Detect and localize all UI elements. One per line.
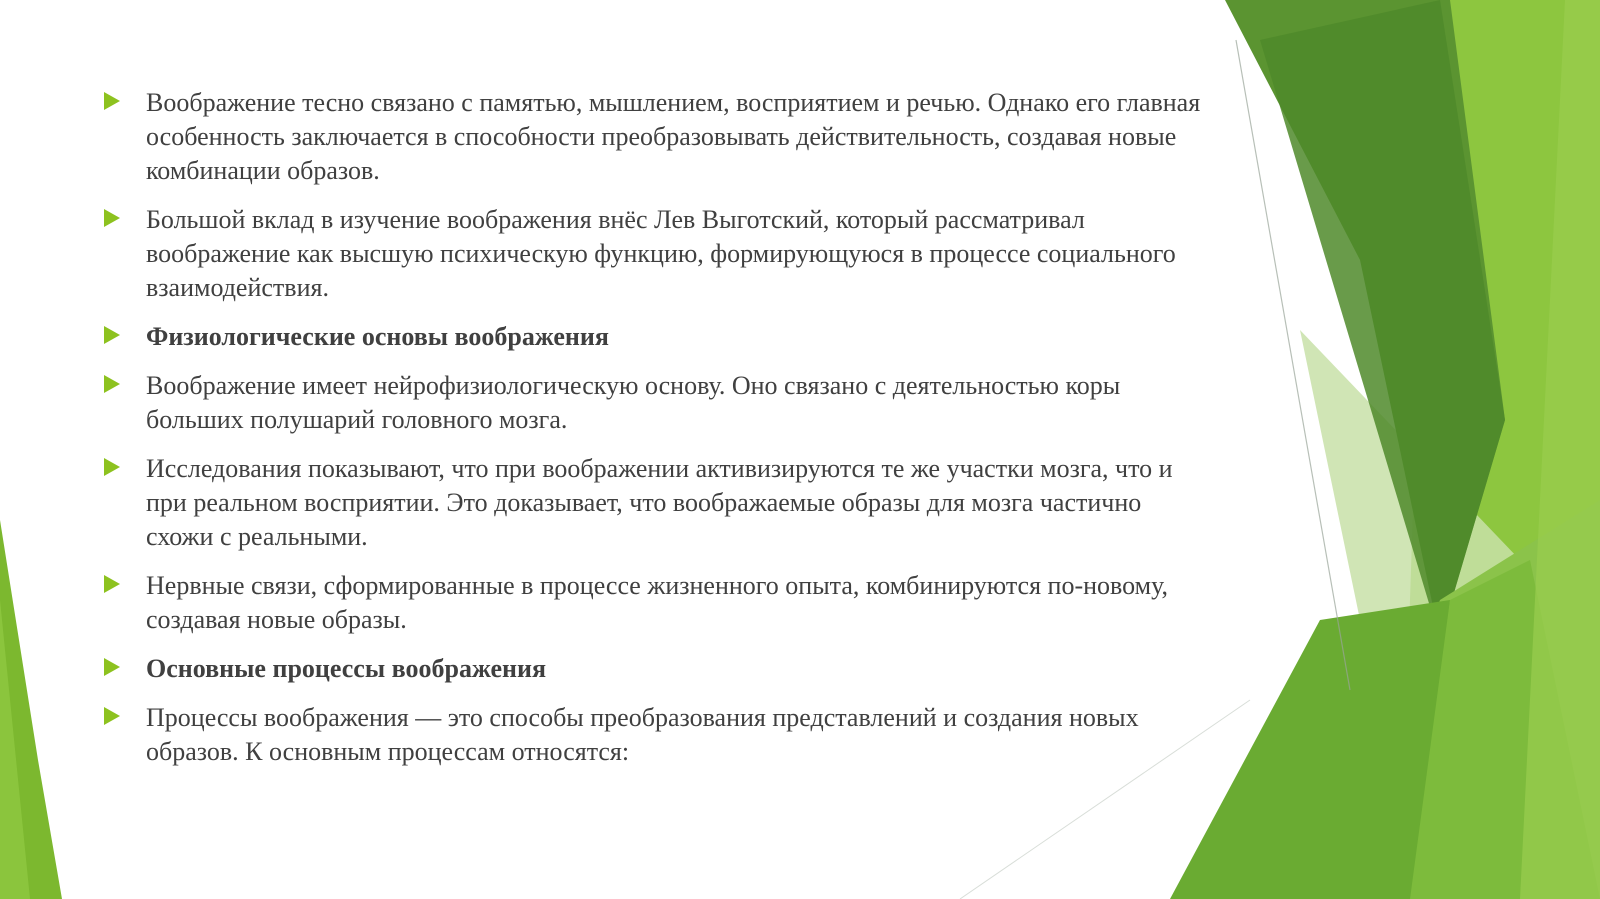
- bullet-item: [100, 203, 1210, 305]
- bullet-item: [100, 701, 1210, 769]
- bullet-item: [100, 569, 1210, 637]
- bullet-text: Воображение тесно связано с памятью, мышлением, восприятием и речью. Однако его главная особенность заключается в способности преобразовывать действительность, создавая новые комбинации образов.: [146, 88, 1201, 185]
- bullet-text: Большой вклад в изучение воображения внёс Лев Выготский, который рассматривал воображение как высшую психическую функцию, формирующуюся в процессе социального взаимодействия.: [146, 205, 1176, 302]
- bullet-item: [100, 86, 1210, 188]
- triangle-bullet-icon: [104, 92, 120, 110]
- bullet-text: Исследования показывают, что при воображении активизируются те же участки мозга, что и при реальном восприятии. Это доказывает, что воображаемые образы для мозга частично схожи с реальными.: [146, 454, 1173, 551]
- triangle-bullet-icon: [104, 658, 120, 676]
- triangle-bullet-icon: [104, 575, 120, 593]
- bullet-text: Процессы воображения — это способы преобразования представлений и создания новых образов. К основным процессам относятся:: [146, 703, 1139, 766]
- bullet-item-heading: [100, 652, 1210, 686]
- right-facet-bottom-dark: [1170, 600, 1450, 899]
- slide-content: [100, 86, 1210, 784]
- triangle-bullet-icon: [104, 209, 120, 227]
- triangle-bullet-icon: [104, 375, 120, 393]
- bullet-item: [100, 452, 1210, 554]
- bullet-list: [100, 86, 1210, 769]
- bullet-heading-text: Физиологические основы воображения: [146, 322, 609, 351]
- triangle-bullet-icon: [104, 458, 120, 476]
- bullet-text: Нервные связи, сформированные в процессе жизненного опыта, комбинируются по-новому, создавая новые образы.: [146, 571, 1168, 634]
- bullet-item: [100, 369, 1210, 437]
- bullet-text: Воображение имеет нейрофизиологическую основу. Оно связано с деятельностью коры больших полушарий головного мозга.: [146, 371, 1121, 434]
- triangle-bullet-icon: [104, 707, 120, 725]
- bullet-heading-text: Основные процессы воображения: [146, 654, 547, 683]
- bullet-item-heading: [100, 320, 1210, 354]
- triangle-bullet-icon: [104, 326, 120, 344]
